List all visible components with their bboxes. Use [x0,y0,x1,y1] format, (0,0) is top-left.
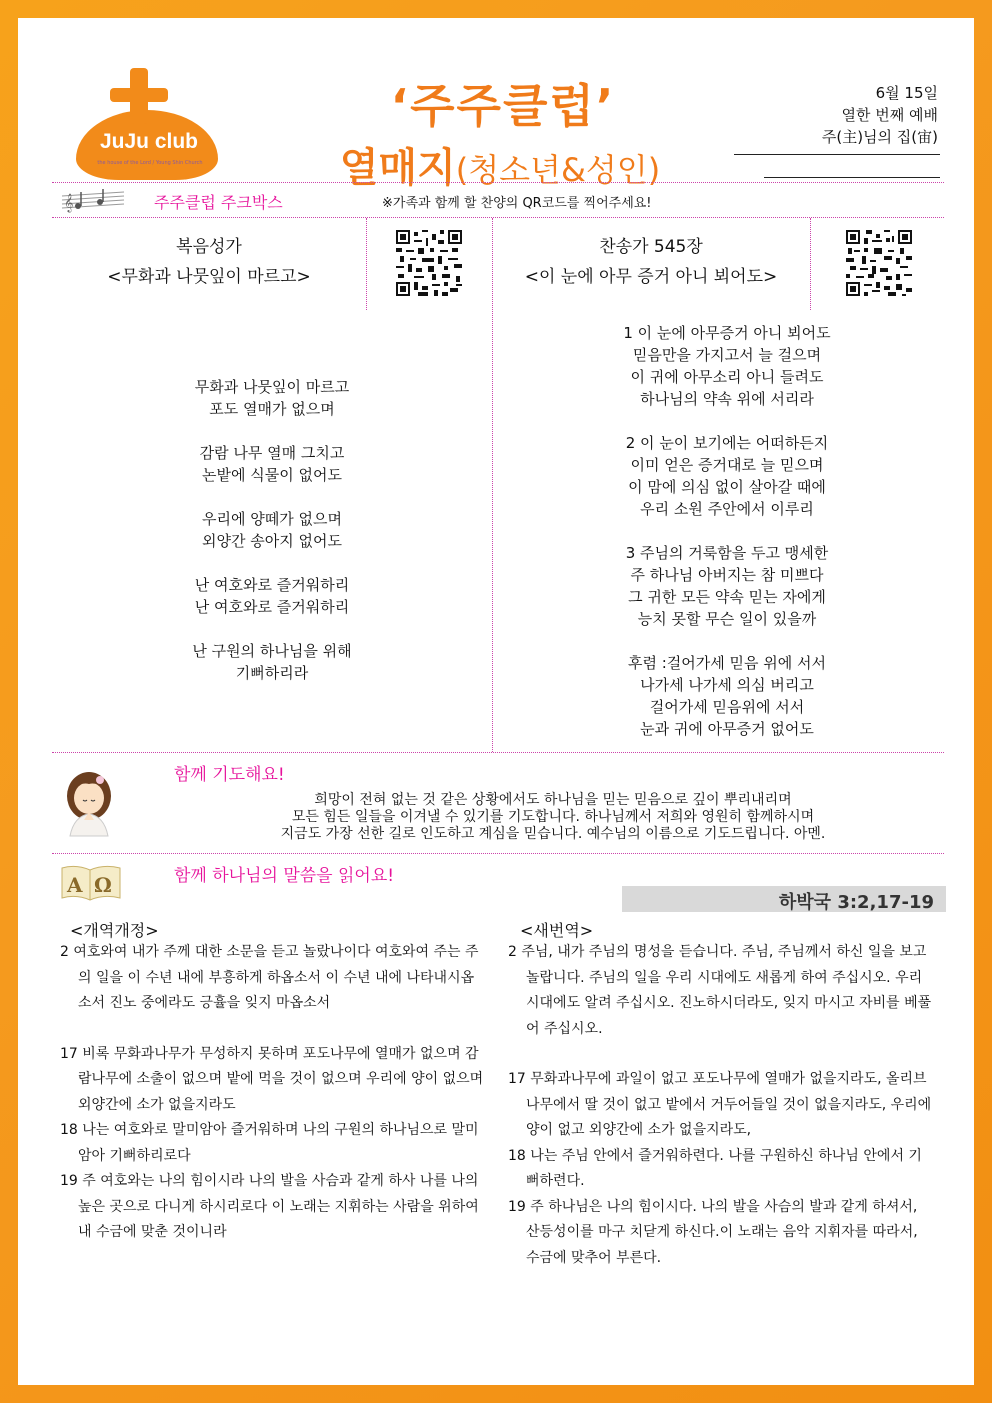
lyric-line: 우리 소원 주안에서 이루리 [640,500,814,518]
prayer-line: 모든 힘든 일들을 이겨낼 수 있기를 기도합니다. 하나님께서 저희와 영원히 함께하시며 [291,809,815,825]
verse: 17 비록 무화과나무가 무성하지 못하며 포도나무에 열매가 없으며 감람나무에 소출이 없으며 밭에 먹을 것이 없으며 우리에 양이 없으며 외양간에 소가 없을지라도 [60,1045,484,1113]
jukebox-title: 주주클럽 주크박스 [154,193,283,212]
lyric-line: 기뻐하리라 [235,664,309,682]
lyric-line: 우리에 양떼가 없으며 [202,510,342,528]
scripture-reference: 하박국 3:2,17-19 [778,892,934,913]
cross-bar [110,88,168,102]
lyric-line: 나가세 나가세 의심 버리고 [640,676,814,694]
left-verses [60,940,484,1246]
date-underline-2 [764,177,940,178]
lyric-line: 2 이 눈이 보기에는 어떠하든지 [625,434,829,452]
verse: 19 주 하나님은 나의 힘이시다. 나의 발을 사슴의 발과 같게 하셔서, 산등성이를 마구 치닫게 하신다.이 노래는 음악 지휘자를 따라서, 수금에 맞추어 부른다. [508,1198,918,1266]
verse: 18 나는 여호와로 말미암아 즐거워하며 나의 구원의 하나님으로 말미암아 기뻐하리로다 [60,1122,479,1164]
svg-text:A: A [67,873,83,897]
lyric-line: 감람 나무 열매 그치고 [199,444,345,462]
song-right-lyrics [492,322,962,740]
lyric-line: 믿음만을 가지고서 늘 걸으며 [632,346,822,364]
verse: 2 여호와여 내가 주께 대한 소문을 듣고 놀랐나이다 여호와여 주는 주의 일을 이 수년 내에 부흥하게 하옵소서 이 수년 내에 나타내시옵소서 진노 중에라도 긍휼을 잊지 마옵소서 [60,944,479,1011]
prayer-line: 지금도 가장 선한 길로 인도하고 계심을 믿습니다. 예수님의 이름으로 기도드립니다. 아멘. [280,826,826,842]
page-title: ‘주주클럽’ [390,79,616,133]
svg-text:𝄞: 𝄞 [64,193,74,212]
lyric-line: 난 구원의 하나님을 위해 [192,642,352,660]
word-title: 함께 하나님의 말씀을 읽어요! [174,866,395,886]
house-text: 주(主)님의 집(宙) [821,128,938,146]
page-subtitle [290,136,710,193]
prayer-top-border [52,752,944,753]
qr-code-right-icon[interactable] [846,230,912,296]
qr-left-divider [366,218,367,310]
lyric-line: 난 여호와로 즐거워하리 [194,576,350,594]
song-left-category: 복음성가 [176,237,242,257]
subtitle-main: 열매지 [339,145,456,191]
lyric-line: 능치 못할 무슨 일이 있을까 [637,610,817,628]
right-version-label: <새번역> [520,921,594,940]
lyric-line: 이 귀에 아무소리 아니 들려도 [630,368,824,386]
lyric-line: 걸어가세 믿음위에 서서 [649,698,805,716]
lyric-line: 1 이 눈에 아무증거 아니 뵈어도 [623,324,831,342]
date-text: 6월 15일 [875,84,938,102]
song-right-name: <이 눈에 아무 증거 아니 뵈어도> [524,267,778,287]
verse: 18 나는 주님 안에서 즐거워하련다. 나를 구원하신 하나님 안에서 기뻐하련다. [508,1147,922,1189]
qr-right-divider [810,218,811,310]
newsletter-page [18,18,974,1385]
lyric-line: 논밭에 식물이 없어도 [202,466,342,484]
lyric-line: 이미 얻은 증거대로 늘 믿으며 [630,456,824,474]
praying-girl-icon [56,766,122,842]
lyric-line: 3 주님의 거룩함을 두고 맹세한 [625,544,829,562]
verse: 2 주님, 내가 주님의 명성을 듣습니다. 주님, 주님께서 하신 일을 보고 놀랍니다. 주님의 일을 우리 시대에도 새롭게 하여 주십시오. 우리 시대에도 알려 주십시오. 진노하시더라도, 잊지 마시고 자비를 베풀어 주십시오. [508,944,932,1037]
prayer-line: 희망이 전혀 없는 것 같은 상황에서도 하나님을 믿는 믿음으로 깊이 뿌리내리며 [314,792,792,808]
lyric-line: 그 귀한 모든 약속 믿는 자에게 [628,588,826,606]
song-right-header [492,232,810,292]
logo-text: JuJu club [99,130,199,153]
song-left-lyrics [52,376,492,684]
lyric-line: 하나님의 약속 위에 서리라 [640,390,814,408]
lyric-line: 포도 열매가 없으며 [209,400,335,418]
logo-subtext: the house of the Lord / Young Shin Church [97,160,203,166]
qr-code-left-icon[interactable] [396,230,462,296]
prayer-text [158,792,948,843]
music-note-icon [58,186,128,218]
right-verses [508,940,934,1271]
lyric-line: 이 맘에 의심 없이 살아갈 때에 [628,478,826,496]
lyric-line: 눈과 귀에 아무증거 없어도 [640,720,814,738]
date-underline-1 [734,154,940,155]
verse: 19 주 여호와는 나의 힘이시라 나의 발을 사슴과 같게 하사 나를 나의 높은 곳으로 다니게 하시리로다 이 노래는 지휘하는 사람을 위하여 내 수금에 맞춘 것이니라 [60,1173,479,1240]
alpha-omega-book-icon [58,862,124,906]
subtitle-paren: (청소년&성인) [455,151,661,189]
lyric-line: 후렴 :걸어가세 믿음 위에 서서 [627,654,826,672]
song-left-header [52,232,366,292]
song-right-category: 찬송가 545장 [599,237,703,257]
word-top-border [52,853,944,854]
lyric-line: 외양간 송아지 없어도 [202,532,342,550]
date-info [822,82,938,148]
jukebox-top-border [52,182,944,183]
verse: 17 무화과나무에 과일이 없고 포도나무에 열매가 없을지라도, 올리브 나무에서 딸 것이 없고 밭에서 거두어들일 것이 없을지라도, 우리에 양이 없고 외양간에 소가 없을지라도, [508,1071,932,1138]
lyric-line: 주 하나님 아버지는 참 미쁘다 [630,566,824,584]
week-text: 열한 번째 예배 [841,106,938,124]
song-left-name: <무화과 나뭇잎이 마르고> [107,267,311,287]
left-version-label: <개역개정> [70,921,159,940]
lyric-line: 난 여호와로 즐거워하리 [194,598,350,616]
lyric-line: 무화과 나뭇잎이 마르고 [194,378,350,396]
qr-notice: ※가족과 함께 할 찬양의 QR코드를 찍어주세요! [382,196,652,211]
svg-text:Ω: Ω [94,873,112,897]
scripture-reference-bar [622,886,946,912]
prayer-title: 함께 기도해요! [174,765,285,785]
